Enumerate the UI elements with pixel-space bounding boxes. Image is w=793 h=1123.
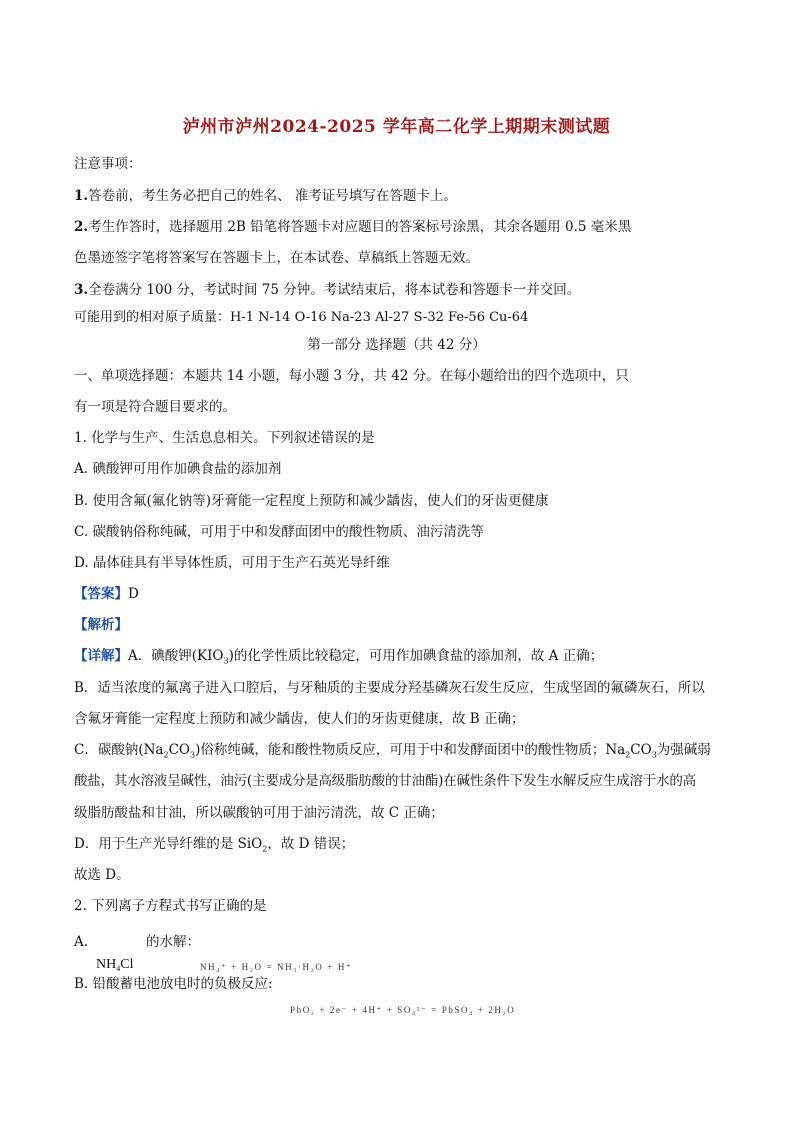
question-1-option-b: B. 使用含氟(氟化钠等)牙膏能一定程度上预防和减少龋齿，使人们的牙齿更健康 [74, 493, 549, 509]
detail-d: D．用于生产光导纤维的是 SiO$_2$，故 D 错误； [74, 836, 355, 854]
question-1-option-a: A. 碘酸钾可用作加碘食盐的添加剂 [74, 461, 282, 477]
note-text: 考生作答时，选择题用 2B 铅笔将答题卡对应题目的答案标号涂黑，其余各题用 0.5 毫米黑 [88, 219, 632, 235]
detail-c-text: CO [630, 742, 652, 758]
atomic-masses: 可能用到的相对原子质量：H-1 N-14 O-16 Na-23 Al-27 S-32 Fe-56 Cu-64 [74, 310, 529, 325]
question-1-stem: 1. 化学与生产、生活息息相关。下列叙述错误的是 [74, 430, 375, 446]
subscript: 4 [116, 964, 121, 973]
detail-tag: 【详解】 [74, 648, 128, 664]
note-item-3 [74, 281, 580, 299]
detail-c-text: )俗称纯碱，能和酸性物质反应，可用于中和发酵面团中的酸性物质；Na [195, 742, 626, 758]
note-item-1 [74, 187, 457, 205]
question-2-option-a-equation: NH₄⁺ + H₂O = NH₃·H₂O + H⁺ [200, 962, 353, 972]
question-2-option-a-compound [96, 956, 133, 975]
note-number: 2. [74, 219, 89, 235]
detail-c-1: C．碳酸钠$(Na_2CO_3)$俗称纯碱，能和酸性物质反应，可用于中和发酵面团中的酸性物质；$Na_2CO_3$为强碱弱 [74, 742, 711, 760]
detail-d-text: D．用于生产光导纤维的是 SiO [74, 836, 263, 852]
conclusion: 故选 D。 [74, 867, 130, 883]
section-intro-1: 一、单项选择题：本题共 14 小题，每小题 3 分，共 42 分。在每小题给出的四个选项中，只 [74, 368, 629, 384]
note-number: 1. [74, 188, 89, 204]
question-1-option-d: D. 晶体硅具有半导体性质，可用于生产石英光导纤维 [74, 555, 390, 571]
question-2-option-a-label: A. [74, 934, 89, 950]
answer-line [74, 585, 139, 603]
note-item-2-cont [74, 249, 479, 267]
detail-c-3: 级脂肪酸盐和甘油，所以碳酸钠可用于油污清洗，故 C 正确； [74, 805, 444, 821]
detail-b-2: 含氟牙膏能一定程度上预防和减少龋齿，使人们的牙齿更健康，故 B 正确； [74, 711, 525, 727]
detail-c-2: 酸盐，其水溶液呈碱性，油污(主要成分是高级脂肪酸的甘油酯)在碱性条件下发生水解反应生成溶于水的高 [74, 773, 696, 789]
analysis-tag: 【解析】 [74, 617, 128, 633]
section-title: 第一部分 选择题（共 42 分） [307, 337, 486, 353]
page-title: 泸州市泸州2024-2025 学年高二化学上期期末测试题 [182, 117, 611, 137]
subscript: 3 [223, 656, 229, 666]
note-number: 3. [74, 282, 89, 298]
answer-value: D [128, 586, 139, 602]
detail-d-text-2: ，故 D 错误； [267, 836, 355, 852]
detail-c-text: C．碳酸钠(Na [74, 742, 164, 758]
detail-b-1: B．适当浓度的氟离子进入口腔后，与牙釉质的主要成分羟基磷灰石发生反应，生成坚固的氟磷灰石，所以 [74, 680, 705, 696]
question-2-option-a-text: 的水解： [146, 934, 200, 950]
note-text: 全卷满分 100 分，考试时间 75 分钟。考试结束后，将本试卷和答题卡一并交回。 [88, 282, 581, 298]
compound-text: NH [96, 957, 117, 972]
notes-heading: 注意事项： [74, 156, 142, 172]
note-text: 色墨迹签字笔将答案写在答题卡上，在本试卷、草稿纸上答题无效。 [74, 250, 479, 266]
note-item-2 [74, 218, 631, 236]
question-2-stem: 2. 下列离子方程式书写正确的是 [74, 898, 267, 914]
detail-a-text-2: )的化学性质比较稳定，可用作加碘食盐的添加剂，故 A 正确； [228, 648, 604, 664]
question-1-option-c: C. 碳酸钠俗称纯碱，可用于中和发酵面团中的酸性物质、油污清洗等 [74, 524, 484, 540]
detail-a-text: A．碘酸钾(KIO [128, 648, 224, 664]
detail-a [74, 647, 603, 671]
section-intro-2: 有一项是符合题目要求的。 [74, 399, 236, 415]
compound-text: Cl [120, 957, 134, 972]
answer-tag: 【答案】 [74, 586, 128, 602]
question-2-option-b-equation: PbO₂ + 2e⁻ + 4H⁺ + SO₄²⁻ = PbSO₄ + 2H₂O [290, 1005, 516, 1015]
note-text: 答卷前，考生务必把自己的姓名、 准考证号填写在答题卡上。 [88, 188, 457, 204]
detail-c-text: CO [168, 742, 190, 758]
detail-c-text: 为强碱弱 [656, 742, 711, 758]
question-2-option-b: B. 铅酸蓄电池放电时的负极反应: [74, 976, 273, 992]
